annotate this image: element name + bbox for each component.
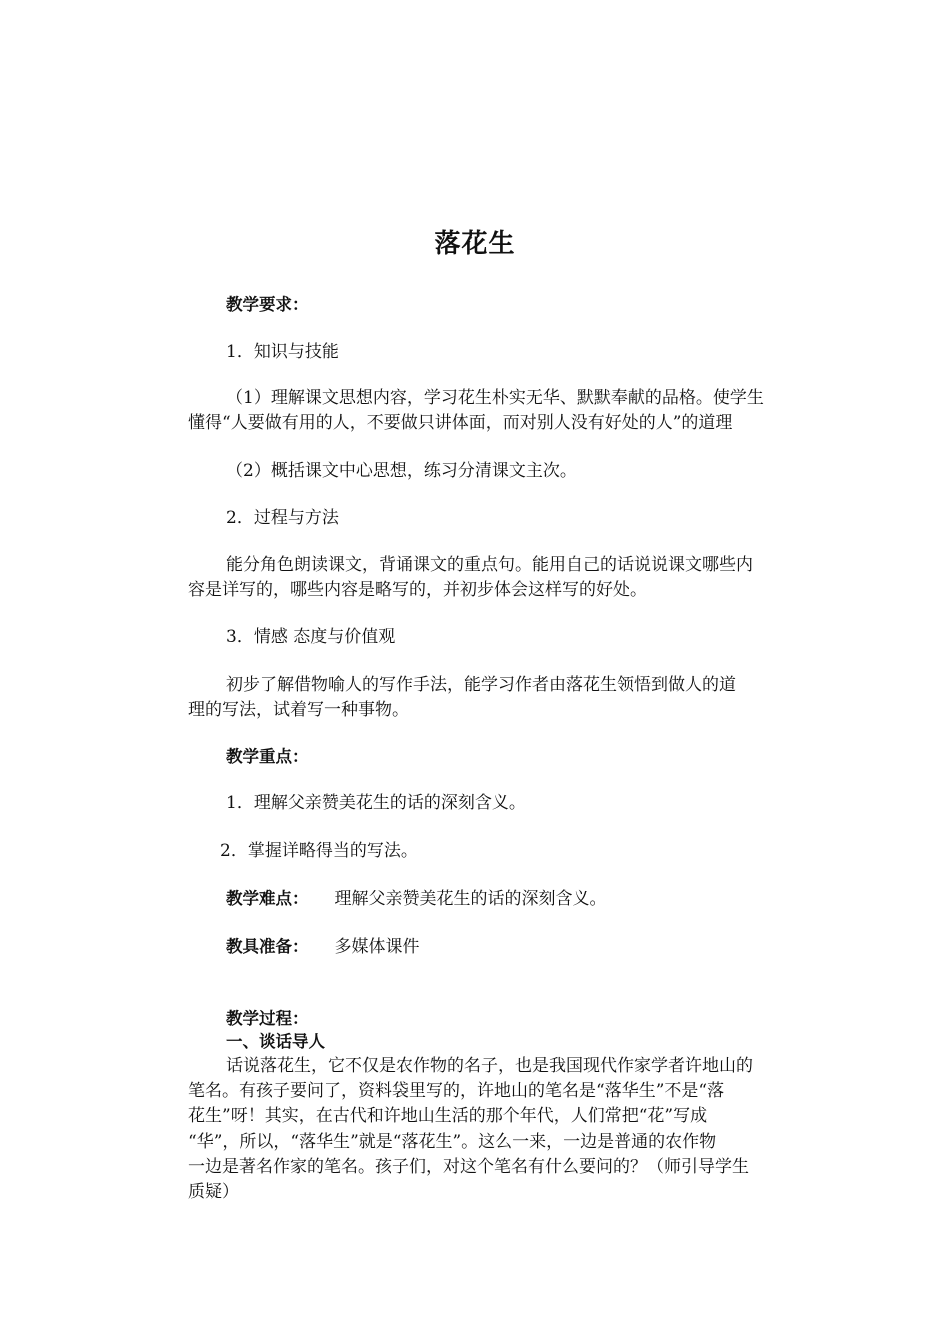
requirement-3-text-line-1: 初步了解借物喻人的写作手法，能学习作者由落花生领悟到做人的道 (226, 675, 736, 695)
process-line-3: 花生”呀！其实，在古代和许地山生活的那个年代，人们常把“花”写成 (188, 1106, 708, 1126)
requirement-3-text-line-2: 理的写法，试着写一种事物。 (188, 700, 409, 720)
difficulty-row (226, 886, 607, 912)
process-line-1: 话说落花生，它不仅是农作物的名子，也是我国现代作家学者许地山的 (226, 1056, 753, 1076)
requirement-2-label: 2．过程与方法 (226, 508, 339, 528)
key-points-heading: 教学重点： (226, 747, 309, 766)
requirement-2-text-line-2: 容是详写的，哪些内容是略写的，并初步体会这样写的好处。 (188, 580, 647, 600)
requirement-2-text-line-1: 能分角色朗读课文，背诵课文的重点句。能用自己的话说说课文哪些内 (226, 555, 753, 575)
section-1-heading: 一、谈话导人 (226, 1032, 325, 1051)
requirement-1-paragraph-1-line-1: （1）理解课文思想内容，学习花生朴实无华、默默奉献的品格。使学生 (226, 388, 764, 408)
page-title: 落花生 (434, 229, 516, 259)
tools-text: 多媒体课件 (334, 937, 420, 957)
requirement-3-label: 3．情感 态度与价值观 (226, 627, 396, 647)
difficulty-text: 理解父亲赞美花生的话的深刻含义。 (334, 889, 607, 909)
tools-row (226, 934, 420, 960)
process-line-6: 质疑） (188, 1182, 239, 1202)
requirements-heading: 教学要求： (226, 295, 309, 314)
process-line-2: 笔名。有孩子要问了，资料袋里写的，许地山的笔名是“落华生”不是“落 (188, 1081, 725, 1101)
process-heading: 教学过程： (226, 1009, 309, 1028)
process-line-5: 一边是著名作家的笔名。孩子们，对这个笔名有什么要问的？（师引导学生 (188, 1157, 749, 1177)
requirement-1-paragraph-1-line-2: 懂得“人要做有用的人，不要做只讲体面，而对别人没有好处的人”的道理 (188, 413, 733, 433)
requirement-1-paragraph-2: （2）概括课文中心思想，练习分清课文主次。 (226, 461, 577, 481)
process-line-4: “华”，所以，“落华生”就是“落花生”。这么一来，一边是普通的农作物 (188, 1132, 717, 1152)
key-point-2: 2．掌握详略得当的写法。 (220, 841, 418, 861)
requirement-1-label: 1．知识与技能 (226, 342, 339, 362)
key-point-1: 1．理解父亲赞美花生的话的深刻含义。 (226, 793, 526, 813)
tools-heading: 教具准备： (226, 937, 309, 956)
difficulty-heading: 教学难点： (226, 889, 309, 908)
